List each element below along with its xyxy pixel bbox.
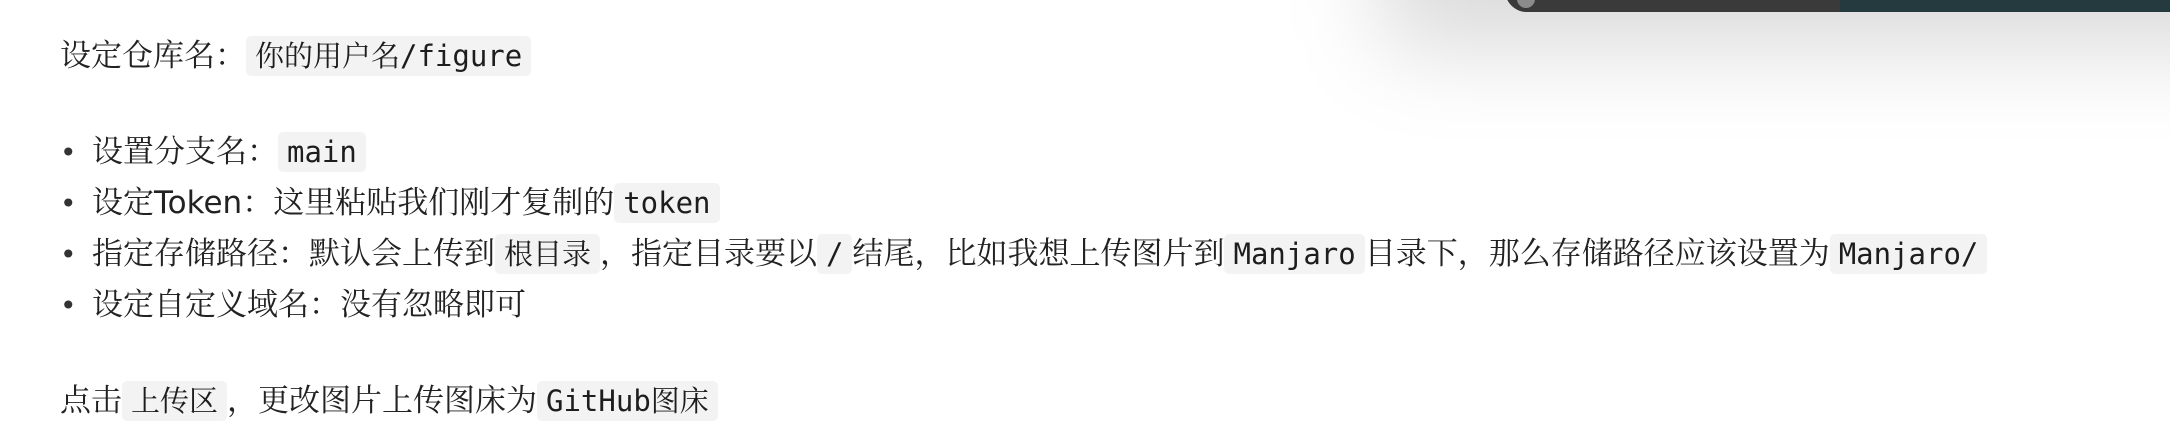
custom-domain-text: 设定自定义域名：没有忽略即可: [92, 287, 526, 323]
upload-area-line: [60, 379, 718, 423]
storage-path-text-a: 指定存储路径：默认会上传到: [92, 236, 495, 272]
storage-path-text-b: ，指定目录要以: [600, 236, 818, 272]
repo-name-label: 设定仓库名：: [60, 38, 246, 74]
bullet-dot-icon: •: [60, 187, 77, 220]
repo-name-code: 你的用户名/figure: [246, 36, 531, 76]
bullet-dot-icon: •: [60, 289, 77, 322]
repo-name-line: [60, 34, 531, 78]
branch-code: main: [278, 132, 366, 172]
storage-path-code-slash: /: [817, 234, 852, 274]
storage-path-code-root: 根目录: [495, 234, 600, 274]
upload-text-b: ，更改图片上传图床为: [227, 383, 538, 419]
branch-label: 设置分支名：: [92, 134, 278, 170]
storage-path-code-manjaro-slash: Manjaro/: [1830, 234, 1988, 274]
bullet-custom-domain: [60, 283, 526, 328]
bullet-branch: [60, 130, 366, 175]
bullet-dot-icon: •: [60, 136, 77, 169]
markdown-document: [60, 0, 2120, 419]
storage-path-text-c: 结尾，比如我想上传图片到: [852, 236, 1225, 272]
upload-text-a: 点击: [60, 383, 122, 419]
token-code: token: [614, 183, 719, 223]
bullet-dot-icon: •: [60, 238, 77, 271]
github-image-host-code: GitHub图床: [537, 381, 718, 421]
bullet-token: [60, 181, 720, 226]
storage-path-code-manjaro: Manjaro: [1224, 234, 1364, 274]
token-label: 设定Token：这里粘贴我们刚才复制的: [92, 185, 615, 221]
upload-area-code: 上传区: [122, 381, 227, 421]
storage-path-text-d: 目录下，那么存储路径应该设置为: [1364, 236, 1830, 272]
bullet-storage-path: [60, 232, 1987, 277]
